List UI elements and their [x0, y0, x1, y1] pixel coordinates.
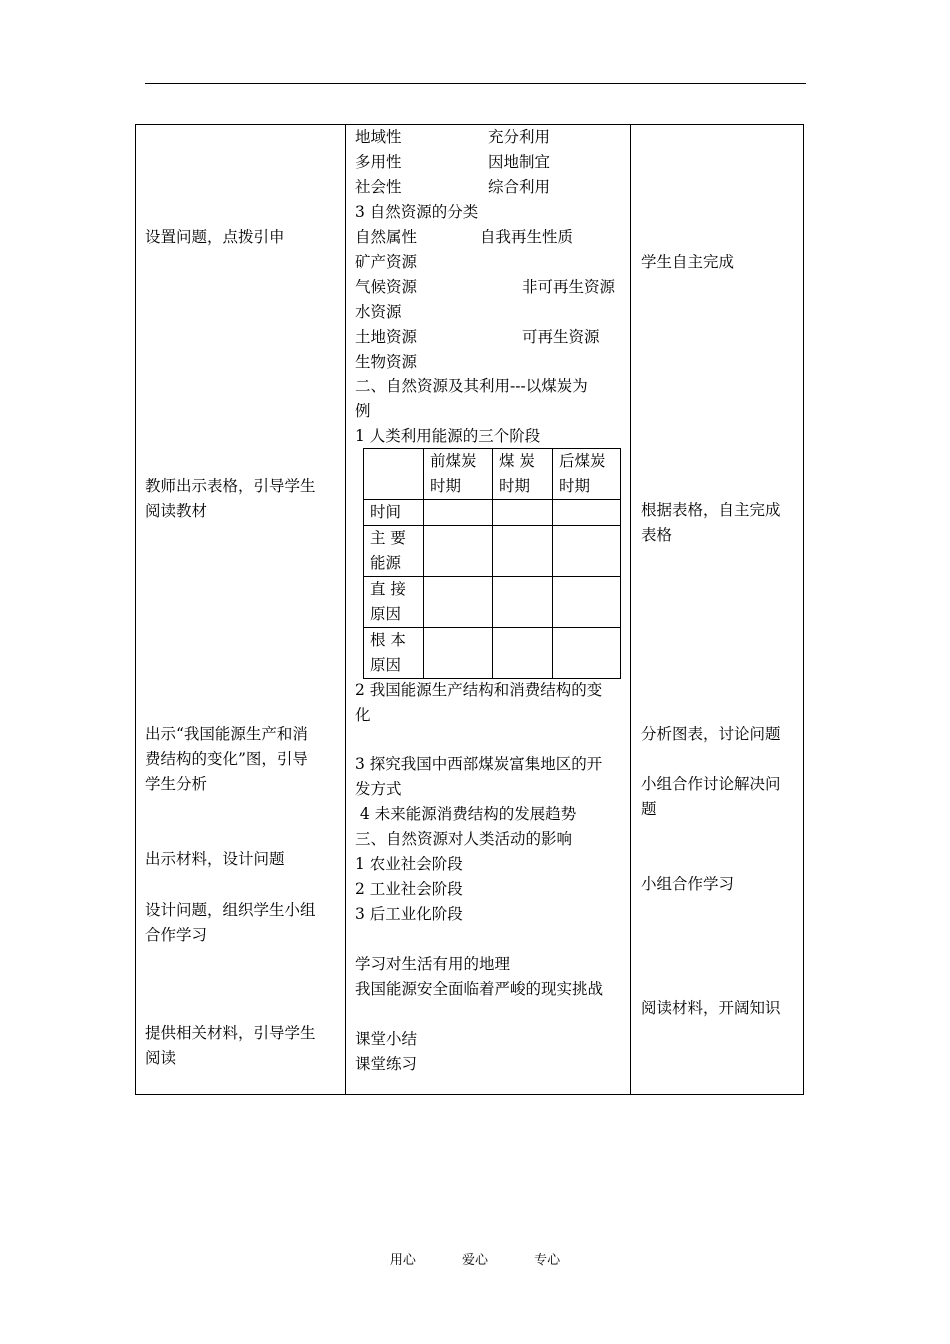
section-heading: 二、自然资源及其利用---以煤炭为	[355, 377, 588, 395]
table-cell	[424, 500, 493, 526]
table-header-row	[364, 449, 621, 500]
teacher-line: 阅读教材	[145, 502, 208, 520]
classification-head: 自我再生性质	[480, 228, 574, 246]
use-label: 因地制宜	[488, 153, 551, 171]
student-line: 学生自主完成	[641, 253, 735, 271]
content-item: 2 我国能源生产结构和消费结构的变	[355, 681, 603, 699]
table-row	[364, 500, 621, 526]
content-item: 课堂练习	[355, 1055, 418, 1073]
table-corner-cell	[364, 449, 424, 500]
section-heading: 例	[355, 402, 371, 420]
teacher-line: 费结构的变化”图，引导	[145, 750, 308, 768]
student-line: 分析图表，讨论问题	[641, 725, 781, 743]
content-item: 学习对生活有用的地理	[355, 955, 511, 973]
table-header-cell: 煤 炭 时期	[493, 449, 553, 500]
teacher-line: 设计问题，组织学生小组	[145, 901, 316, 919]
table-header-cell: 后煤炭 时期	[553, 449, 621, 500]
table-cell	[553, 577, 621, 628]
energy-stage-table	[363, 448, 621, 679]
renewable-label: 可再生资源	[522, 328, 600, 346]
footer-text: 用心	[389, 1253, 416, 1268]
teacher-line: 提供相关材料，引导学生	[145, 1024, 316, 1042]
column-divider-1	[345, 124, 346, 1095]
table-row-label: 直 接 原因	[364, 577, 424, 628]
resource-item: 土地资源	[355, 328, 418, 346]
teacher-line: 教师出示表格，引导学生	[145, 477, 316, 495]
student-line: 阅读材料，开阔知识	[641, 999, 781, 1017]
student-line: 根据表格，自主完成	[641, 501, 781, 519]
footer-text: 爱心	[461, 1253, 488, 1268]
table-row	[364, 526, 621, 577]
content-item: 发方式	[355, 780, 402, 798]
table-cell	[493, 577, 553, 628]
stage-item: 1 农业社会阶段	[355, 855, 463, 873]
trait-label: 社会性	[355, 178, 402, 196]
teacher-line: 出示“我国能源生产和消	[145, 725, 308, 743]
table-row-label: 主 要 能源	[364, 526, 424, 577]
header-rule	[145, 83, 806, 84]
content-item: 4 未来能源消费结构的发展趋势	[355, 805, 577, 823]
content-item: 3 探究我国中西部煤炭富集地区的开	[355, 755, 603, 773]
trait-label: 地域性	[355, 128, 402, 146]
table-cell	[553, 526, 621, 577]
resource-item: 气候资源	[355, 278, 418, 296]
table-cell	[424, 526, 493, 577]
teacher-line: 出示材料，设计问题	[145, 850, 285, 868]
content-item: 化	[355, 706, 371, 724]
content-item: 我国能源安全面临着严峻的现实挑战	[355, 980, 604, 998]
footer-text: 专心	[534, 1253, 561, 1268]
teacher-line: 设置问题，点拨引申	[145, 228, 285, 246]
stage-item: 3 后工业化阶段	[355, 905, 463, 923]
content-item: 课堂小结	[355, 1030, 418, 1048]
page-footer	[0, 1249, 950, 1268]
use-label: 综合利用	[488, 178, 551, 196]
table-cell	[493, 628, 553, 679]
use-label: 充分利用	[488, 128, 551, 146]
student-line: 题	[641, 800, 657, 818]
table-cell	[424, 628, 493, 679]
student-line: 表格	[641, 526, 673, 544]
table-row-label: 时间	[364, 500, 424, 526]
table-row	[364, 628, 621, 679]
teacher-line: 阅读	[145, 1049, 177, 1067]
stage-item: 2 工业社会阶段	[355, 880, 463, 898]
table-cell	[493, 526, 553, 577]
student-line: 小组合作讨论解决问	[641, 775, 781, 793]
resource-item: 矿产资源	[355, 253, 418, 271]
teacher-line: 学生分析	[145, 775, 208, 793]
resource-item: 水资源	[355, 303, 402, 321]
trait-label: 多用性	[355, 153, 402, 171]
nonrenewable-label: 非可再生资源	[522, 278, 616, 296]
table-row-label: 根 本 原因	[364, 628, 424, 679]
table-cell	[553, 500, 621, 526]
table-header-cell: 前煤炭 时期	[424, 449, 493, 500]
teacher-line: 合作学习	[145, 926, 208, 944]
table-cell	[553, 628, 621, 679]
classification-title: 3 自然资源的分类	[355, 203, 479, 221]
section-heading: 三、自然资源对人类活动的影响	[355, 830, 573, 848]
classification-head: 自然属性	[355, 228, 418, 246]
column-divider-2	[630, 124, 631, 1095]
table-row	[364, 577, 621, 628]
table-cell	[493, 500, 553, 526]
table-cell	[424, 577, 493, 628]
stage-title: 1 人类利用能源的三个阶段	[355, 427, 541, 445]
resource-item: 生物资源	[355, 353, 418, 371]
student-line: 小组合作学习	[641, 875, 735, 893]
